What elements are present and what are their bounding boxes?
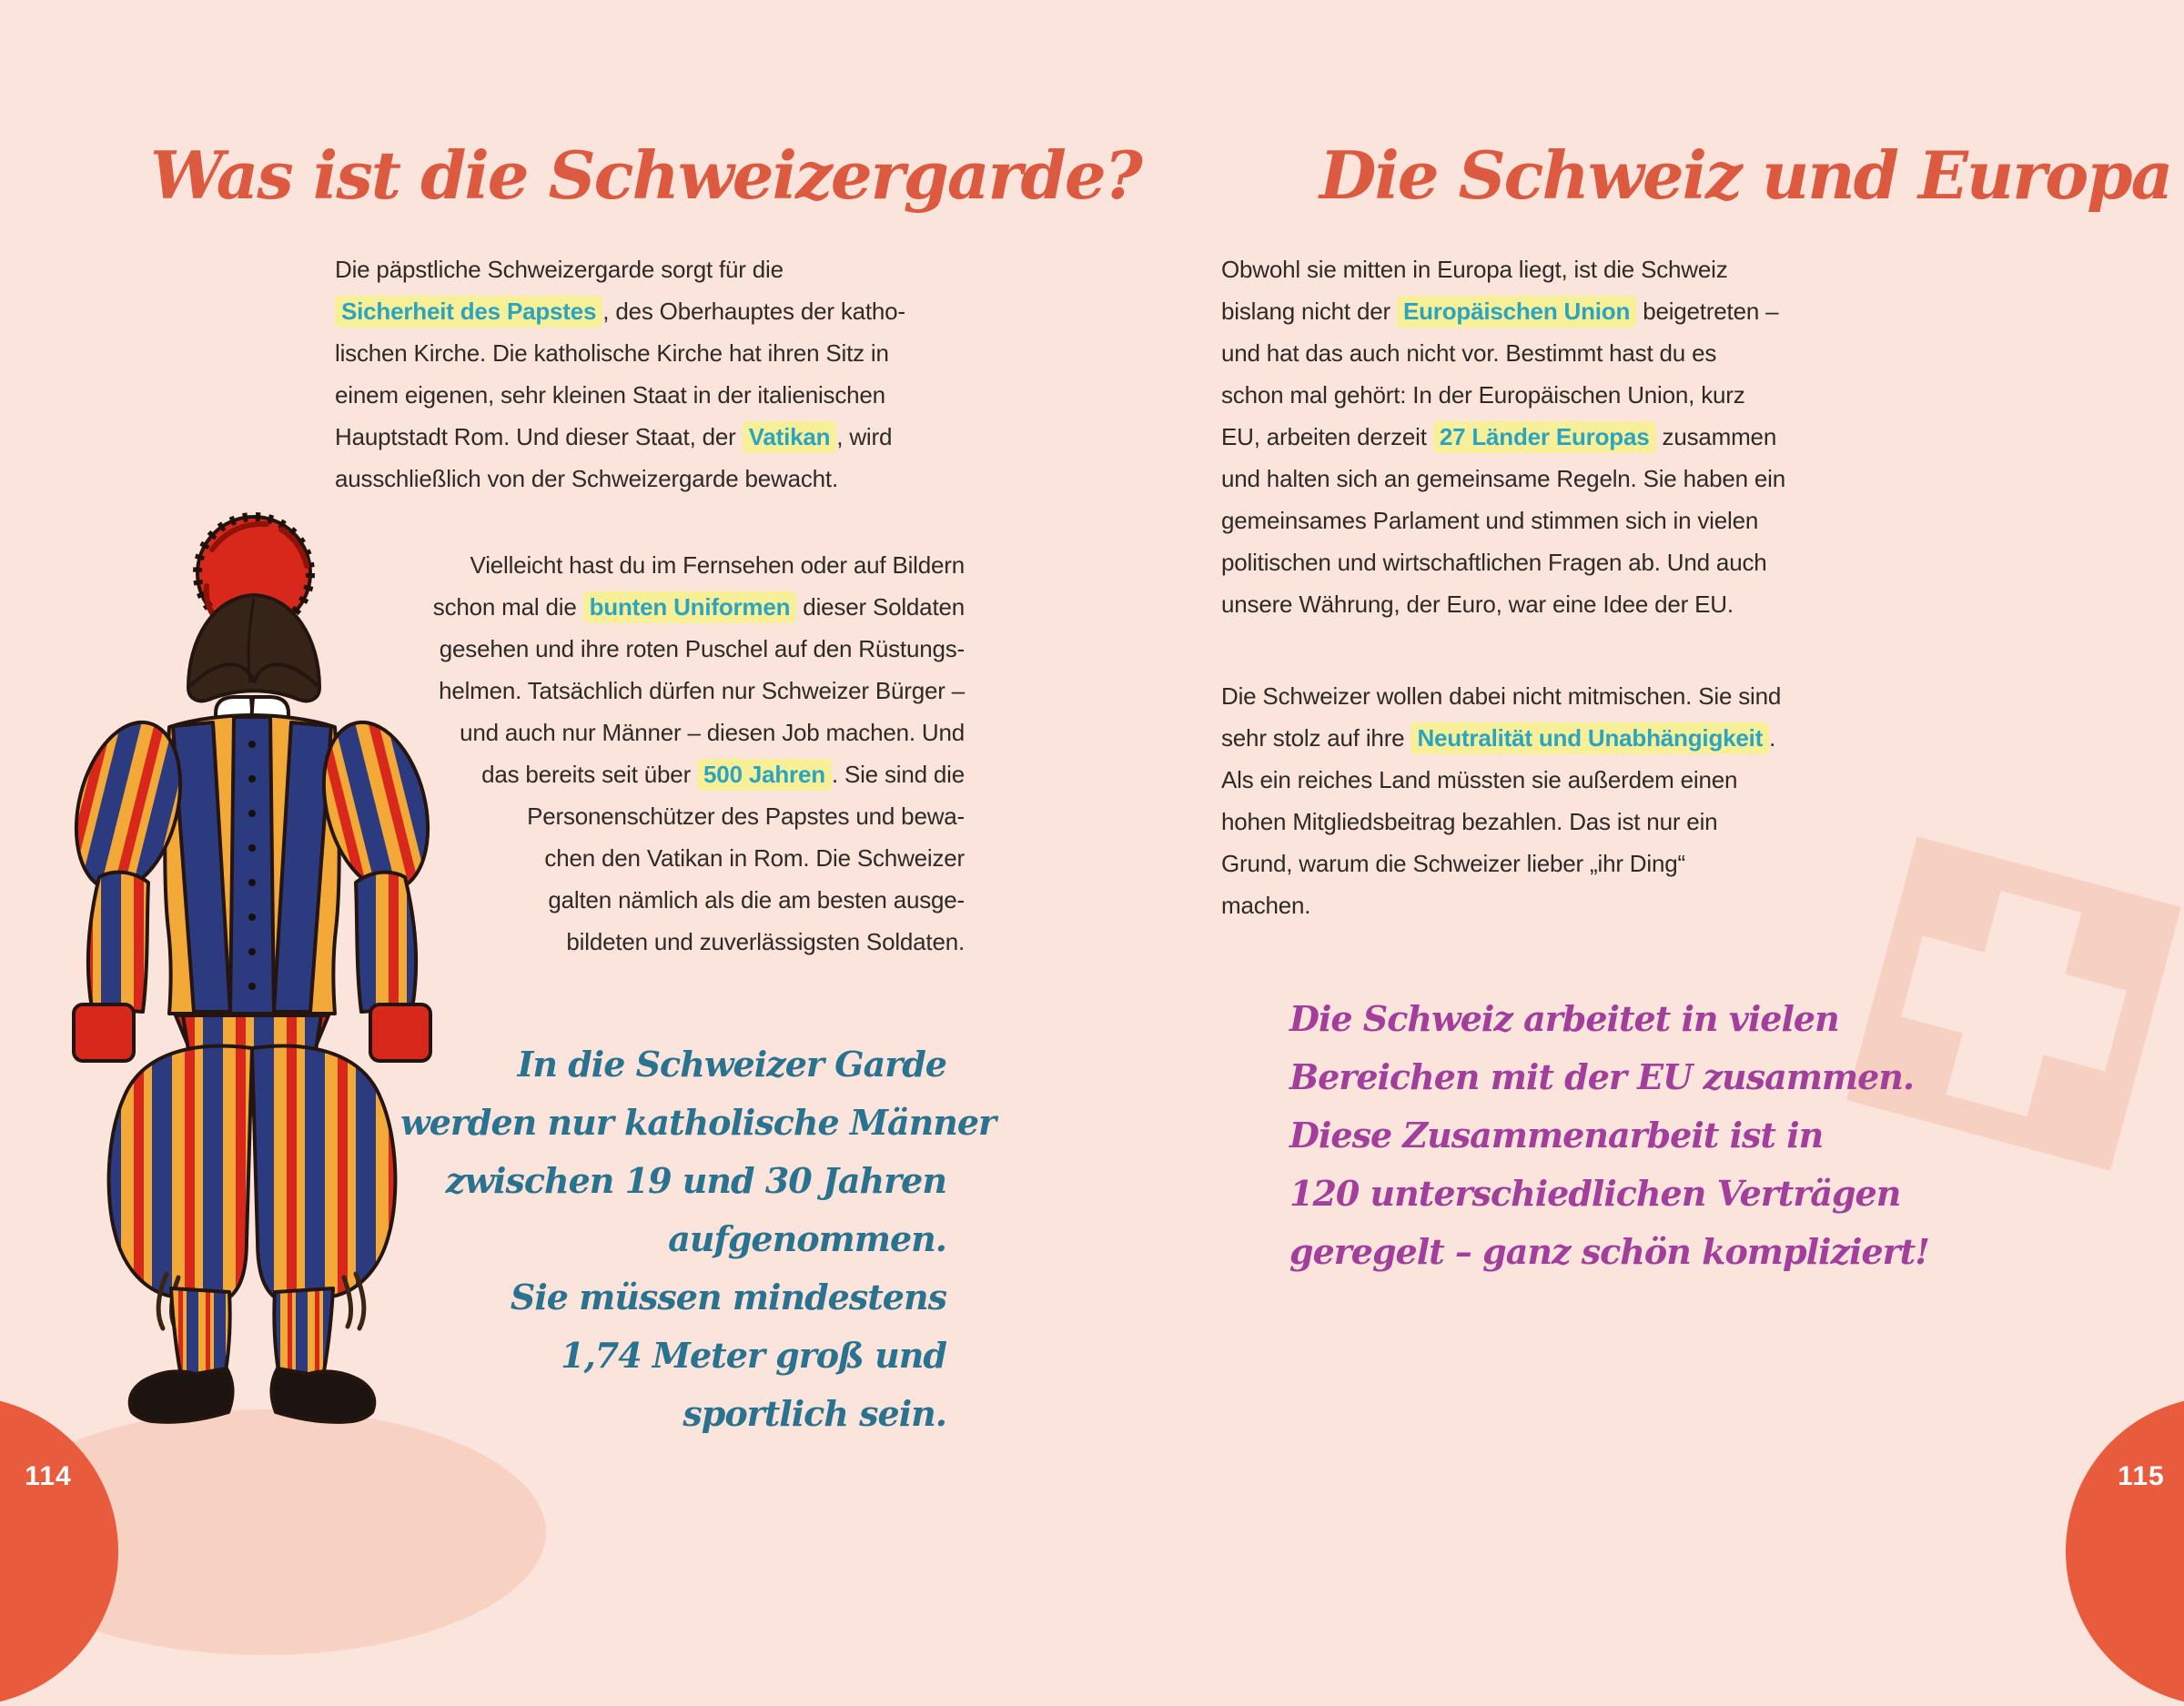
text-segment: lischen Kirche. Die katholische Kirche hat ihren Sitz in xyxy=(335,339,889,367)
text-line xyxy=(1221,248,1785,290)
right-paragraph-2 xyxy=(1221,675,1781,926)
text-segment: und auch nur Männer – diesen Job machen. Und xyxy=(460,719,965,746)
page-number-badge-right xyxy=(2066,1397,2184,1706)
highlighted-term: Neutralität und Unabhängigkeit xyxy=(1410,722,1769,754)
text-line xyxy=(382,795,965,837)
handwritten-note-right xyxy=(1289,990,1929,1281)
text-line xyxy=(1289,1048,1929,1106)
text-segment: . Sie sind die xyxy=(831,761,965,788)
text-segment: gemeinsames Parlament und stimmen sich in vielen xyxy=(1221,507,1759,534)
text-segment: Die päpstliche Schweizergarde sorgt für die xyxy=(335,256,784,283)
text-line xyxy=(400,1327,946,1385)
text-segment: EU, arbeiten derzeit xyxy=(1221,423,1433,450)
text-segment: , wird xyxy=(836,423,893,450)
handwritten-note-left xyxy=(400,1035,996,1443)
text-segment: und halten sich an gemeinsame Regeln. Sie haben ein xyxy=(1221,465,1786,492)
highlighted-term: 27 Länder Europas xyxy=(1433,421,1656,453)
text-line xyxy=(335,374,905,416)
text-line xyxy=(1221,290,1785,332)
text-line xyxy=(382,544,965,586)
text-segment: bildeten und zuverlässigsten Soldaten. xyxy=(566,928,965,955)
text-segment: Vielleicht hast du im Fernsehen oder auf Bildern xyxy=(470,551,965,579)
text-segment: sportlich sein. xyxy=(682,1393,946,1434)
text-segment: machen. xyxy=(1221,892,1311,919)
highlighted-term: Vatikan xyxy=(743,421,837,453)
left-cuff xyxy=(74,1004,134,1061)
right-paragraph-1 xyxy=(1221,248,1785,625)
text-segment: Grund, warum die Schweizer lieber „ihr Ding“ xyxy=(1221,850,1685,877)
text-segment: In die Schweizer Garde xyxy=(517,1044,946,1085)
text-segment: zwischen 19 und 30 Jahren xyxy=(445,1160,946,1201)
text-line xyxy=(1221,500,1785,541)
text-segment: und hat das auch nicht vor. Bestimmt hast du es xyxy=(1221,339,1717,367)
text-line xyxy=(1221,541,1785,583)
page-number-left: 114 xyxy=(25,1461,72,1491)
page-title-right: Die Schweiz und Europa xyxy=(1320,136,2172,214)
text-segment: werden nur katholische Männer xyxy=(400,1102,996,1143)
text-line xyxy=(382,753,965,795)
text-segment: Bereichen mit der EU zusammen. xyxy=(1289,1056,1915,1097)
text-segment: Sie müssen mindestens xyxy=(510,1277,946,1317)
text-line xyxy=(335,290,905,332)
text-segment: politischen und wirtschaftlichen Fragen ab. Und auch xyxy=(1221,549,1767,576)
text-segment: geregelt – ganz schön kompliziert! xyxy=(1289,1231,1929,1272)
text-segment: gesehen und ihre roten Puschel auf den Rüstungs- xyxy=(439,635,965,662)
text-line xyxy=(1289,1223,1929,1281)
text-line xyxy=(1221,843,1781,884)
highlighted-term: bunten Uniformen xyxy=(583,591,797,623)
text-line xyxy=(382,628,965,670)
text-segment: das bereits seit über xyxy=(481,761,698,788)
text-segment: Diese Zusammenarbeit ist in xyxy=(1289,1115,1824,1156)
text-line xyxy=(400,1210,946,1268)
highlighted-term: Sicherheit des Papstes xyxy=(335,296,602,328)
text-segment: einem eigenen, sehr kleinen Staat in der italienischen xyxy=(335,381,885,409)
text-segment: Personenschützer des Papstes und bewa- xyxy=(527,803,965,830)
text-line xyxy=(1221,884,1781,926)
page-number-right: 115 xyxy=(2118,1461,2165,1491)
text-line xyxy=(335,332,905,374)
text-segment: hohen Mitgliedsbeitrag bezahlen. Das ist nur ein xyxy=(1221,808,1718,835)
text-line xyxy=(382,879,965,921)
text-line xyxy=(1289,1165,1929,1223)
text-segment: Obwohl sie mitten in Europa liegt, ist die Schweiz xyxy=(1221,256,1728,283)
text-line xyxy=(1221,801,1781,843)
text-line xyxy=(400,1385,946,1443)
page-title-left: Was ist die Schweizergarde? xyxy=(150,136,1141,214)
text-line xyxy=(1221,759,1781,801)
text-line xyxy=(1221,717,1781,759)
text-segment: schon mal gehört: In der Europäischen Union, kurz xyxy=(1221,381,1745,409)
text-line xyxy=(400,1094,996,1152)
text-line xyxy=(1221,675,1781,717)
text-segment: sehr stolz auf ihre xyxy=(1221,724,1411,752)
left-paragraph-2 xyxy=(382,544,965,963)
shoes xyxy=(130,1368,375,1422)
text-line xyxy=(1289,1106,1929,1165)
text-line xyxy=(400,1035,946,1094)
text-segment: zusammen xyxy=(1655,423,1777,450)
text-segment: Hauptstadt Rom. Und dieser Staat, der xyxy=(335,423,743,450)
text-line xyxy=(382,837,965,879)
text-line xyxy=(1221,458,1785,500)
knickerbockers xyxy=(109,1046,396,1299)
text-segment: bislang nicht der xyxy=(1221,298,1397,325)
text-segment: aufgenommen. xyxy=(668,1218,946,1259)
text-line xyxy=(400,1152,946,1210)
text-line xyxy=(1221,416,1785,458)
text-segment: unsere Währung, der Euro, war eine Idee der EU. xyxy=(1221,591,1734,618)
doublet-torso xyxy=(165,715,339,1014)
text-line xyxy=(400,1268,946,1327)
text-segment: schon mal die xyxy=(432,593,583,621)
text-segment: Als ein reiches Land müssten sie außerdem einen xyxy=(1221,766,1738,793)
text-line xyxy=(335,458,905,500)
text-segment: , des Oberhauptes der katho- xyxy=(602,298,905,325)
text-segment: . xyxy=(1769,724,1776,752)
text-segment: Die Schweizer wollen dabei nicht mitmischen. Sie sind xyxy=(1221,682,1782,710)
text-segment: dieser Soldaten xyxy=(796,593,965,621)
text-line xyxy=(1221,374,1785,416)
highlighted-term: Europäischen Union xyxy=(1397,296,1636,328)
text-line xyxy=(1221,332,1785,374)
text-segment: Die Schweiz arbeitet in vielen xyxy=(1289,998,1839,1039)
text-segment: 120 unterschiedlichen Verträgen xyxy=(1289,1173,1901,1214)
text-line xyxy=(1289,990,1929,1048)
text-line xyxy=(1221,583,1785,625)
text-segment: chen den Vatikan in Rom. Die Schweizer xyxy=(544,844,965,872)
highlighted-term: 500 Jahren xyxy=(697,759,832,791)
text-segment: beigetreten – xyxy=(1636,298,1779,325)
text-line xyxy=(335,416,905,458)
text-segment: helmen. Tatsächlich dürfen nur Schweizer Bürger – xyxy=(439,677,965,704)
left-paragraph-1 xyxy=(335,248,905,500)
text-segment: ausschließlich von der Schweizergarde bewacht. xyxy=(335,465,838,492)
text-line xyxy=(382,712,965,753)
text-segment: 1,74 Meter groß und xyxy=(561,1335,946,1376)
text-line xyxy=(335,248,905,290)
text-segment: galten nämlich als die am besten ausge- xyxy=(548,886,965,914)
text-line xyxy=(382,586,965,628)
text-line xyxy=(382,670,965,712)
text-line xyxy=(382,921,965,963)
